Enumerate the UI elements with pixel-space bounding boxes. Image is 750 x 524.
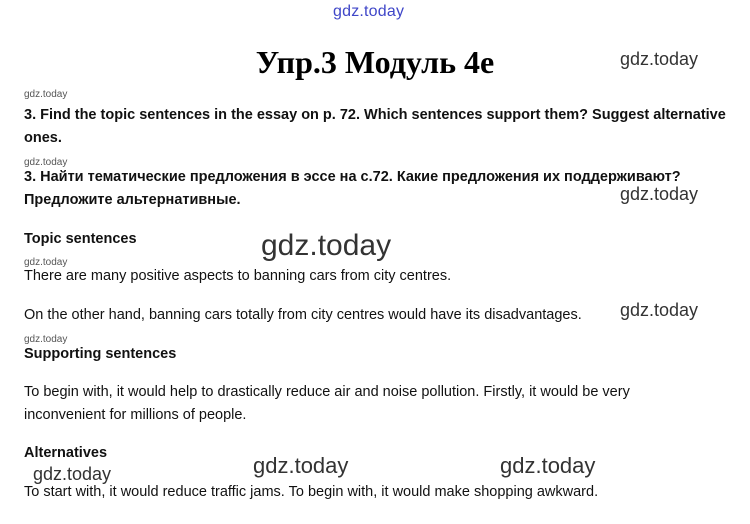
watermark: gdz.today [24,257,68,268]
question-en-line2: ones. [24,130,62,146]
watermark: gdz.today [620,300,699,320]
topic-sentences-heading: Topic sentences [24,231,137,247]
watermark: gdz.today [620,184,699,204]
supporting-sentences-heading: Supporting sentences [24,346,177,362]
question-ru-line1: 3. Найти тематические предложения в эссе на с.72. Какие предложения их поддерживают? [24,169,681,185]
watermark: gdz.today [261,229,392,262]
watermark: gdz.today [24,334,68,345]
alternatives-heading: Alternatives [24,445,108,461]
watermark: gdz.today [620,49,699,69]
question-en-line1: 3. Find the topic sentences in the essay on p. 72. Which sentences support them? Suggest alternative [24,107,726,123]
question-ru-line2: Предложите альтернативные. [24,192,241,208]
supporting-line-2: inconvenient for millions of people. [24,407,247,423]
watermark: gdz.today [24,157,68,168]
watermark: gdz.today [500,453,596,478]
watermark: gdz.today [253,453,349,478]
topic-sentence-2: On the other hand, banning cars totally from city centres would have its disadvantages. [24,307,582,323]
alternatives-line-1: To start with, it would reduce traffic jams. To begin with, it would make shopping awkward. [24,484,599,500]
watermark-top: gdz.today [333,3,405,20]
watermark: gdz.today [24,89,68,100]
supporting-line-1: To begin with, it would help to drastically reduce air and noise pollution. Firstly, it would be very [24,384,630,400]
watermark: gdz.today [33,464,112,484]
page-title: Упр.3 Модуль 4e [255,44,495,80]
topic-sentence-1: There are many positive aspects to banning cars from city centres. [24,268,452,284]
